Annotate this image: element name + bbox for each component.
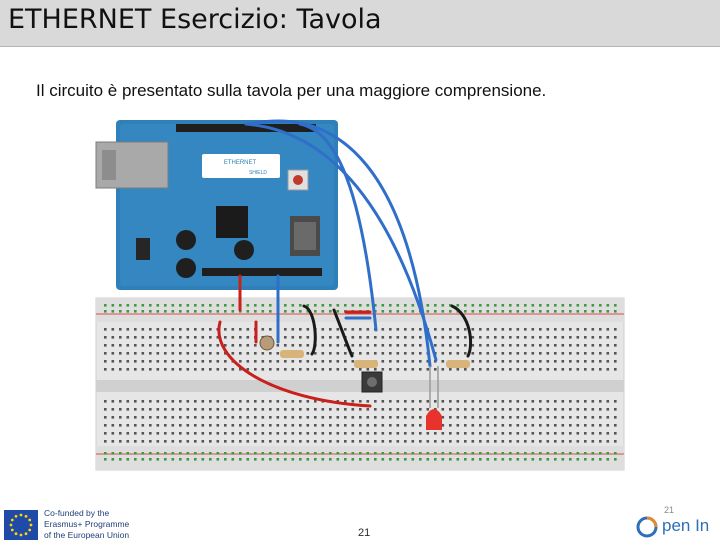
slide-subtitle: Il circuito è presentato sulla tavola per una maggiore comprensione. bbox=[36, 81, 547, 100]
eu-flag-icon bbox=[4, 510, 38, 540]
title-bar bbox=[0, 0, 720, 47]
slide-title: ETHERNET Esercizio: Tavola bbox=[8, 4, 382, 35]
circuit-figure bbox=[90, 110, 630, 475]
eu-line-3: of the European Union bbox=[44, 530, 130, 540]
page-number: 21 bbox=[358, 527, 371, 539]
resistor-3 bbox=[446, 360, 470, 368]
resistor-1 bbox=[280, 350, 304, 358]
circuit-diagram bbox=[90, 110, 630, 475]
page-number-small: 21 bbox=[664, 505, 675, 515]
arduino-ethernet-shield bbox=[96, 120, 338, 290]
eu-line-1: Co-funded by the bbox=[44, 508, 110, 518]
breadboard bbox=[96, 298, 624, 470]
open-in-logo-icon bbox=[636, 516, 658, 538]
eu-funding-notice bbox=[0, 506, 170, 540]
shield-sublabel: SHIELD bbox=[248, 170, 268, 176]
photoresistor bbox=[260, 336, 274, 350]
eu-line-2: Erasmus+ Programme bbox=[44, 519, 130, 529]
open-in-logo bbox=[632, 512, 720, 540]
resistor-2 bbox=[354, 360, 378, 368]
logo-text: pen In bbox=[662, 516, 710, 535]
eu-funding-text bbox=[44, 508, 129, 541]
shield-label: ETHERNET bbox=[223, 160, 257, 166]
